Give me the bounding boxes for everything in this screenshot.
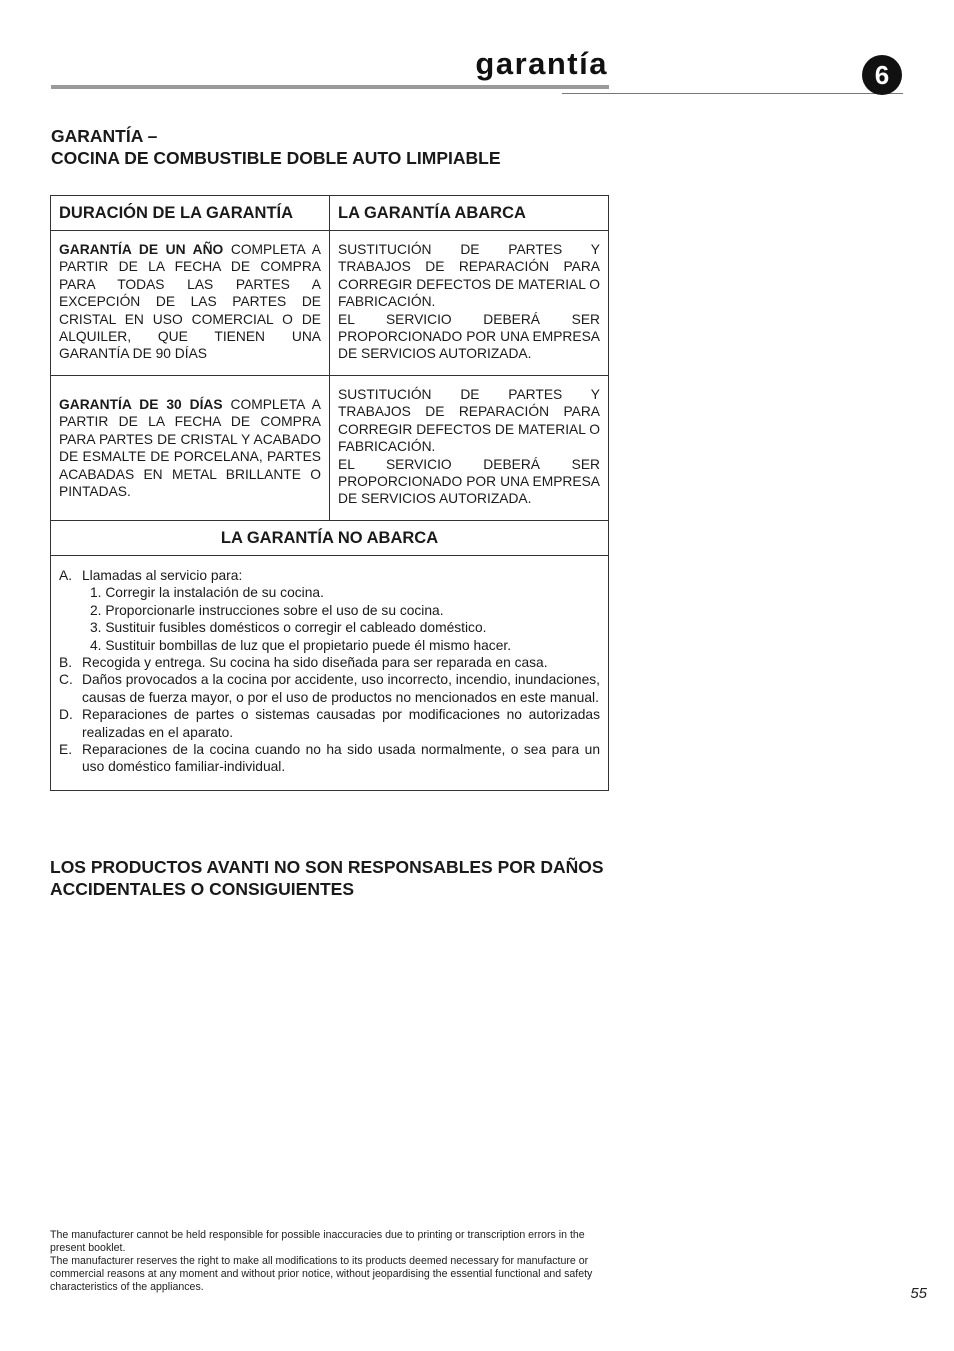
page-number: 55 [910,1285,927,1302]
footer-note [50,1229,612,1294]
section-heading [51,125,611,169]
coverage-text: SUSTITUCIÓN DE PARTES Y TRABAJOS DE REPARACIÓN PARA CORREGIR DEFECTOS DE MATERIAL O FABRICACIÓN. [338,242,600,310]
table-header-row [51,196,609,231]
coverage-text: EL SERVICIO DEBERÁ SER PROPORCIONADO POR UNA EMPRESA DE SERVICIOS AUTORIZADA. [338,456,600,507]
coverage-text: EL SERVICIO DEBERÁ SER PROPORCIONADO POR UNA EMPRESA DE SERVICIOS AUTORIZADA. [338,311,600,362]
section-heading-line1: GARANTÍA – [51,126,158,146]
list-item: C. Daños provocados a la cocina por accidente, uso incorrecto, incendio, inundaciones, causas de fuerza mayor, o por el uso de productos no mencionados en este manual. [59,672,600,705]
duration-text: COMPLETA A PARTIR DE LA FECHA DE COMPRA PARA PARTES DE CRISTAL Y ACABADO DE ESMALTE DE PORCELANA, PARTES ACABADAS EN METAL BRILLANTE O PINTADAS. [59,397,321,500]
footer-note-1: The manufacturer cannot be held responsible for possible inaccuracies due to printing or transcription errors in the present booklet. [50,1229,585,1254]
not-covered-row [51,556,609,791]
list-item: B. Recogida y entrega. Su cocina ha sido diseñada para ser reparada en casa. [59,655,548,671]
sub-list-item: 1. Corregir la instalación de su cocina. [90,585,324,601]
sub-list-item: 4. Sustituir bombillas de luz que el propietario puede él mismo hacer. [90,637,512,653]
not-covered-list [51,556,609,791]
list-item: D. Reparaciones de partes o sistemas causadas por modificaciones no autorizadas realizadas en el aparato. [59,707,600,740]
duration-bold: GARANTÍA DE 30 DÍAS [59,397,223,412]
liability-disclaimer [50,856,620,900]
page-title: garantía [475,46,608,81]
sub-list-item: 2. Proporcionarle instrucciones sobre el uso de su cocina. [90,602,444,618]
duration-text: COMPLETA A PARTIR DE LA FECHA DE COMPRA PARA TODAS LAS PARTES A EXCEPCIÓN DE LAS PARTES DE CRISTAL EN USO COMERCIAL O DE ALQUILER, QUE TIENEN UNA GARANTÍA DE 90 DÍAS [59,242,321,362]
list-item: A. Llamadas al servicio para: [59,568,243,583]
table-row [51,376,609,521]
footer-note-2: The manufacturer reserves the right to make all modifications to its products deemed necessary for manufacture or commercial reasons at any moment and without prior notice, without jeopardising the essential functional and safety characteristics of the appliances. [50,1255,593,1293]
col-header-coverage: LA GARANTÍA ABARCA [330,196,609,231]
header-rule [51,85,609,89]
coverage-cell [330,231,609,376]
disclaimer-line2: ACCIDENTALES O CONSIGUIENTES [50,879,355,899]
disclaimer-line1: LOS PRODUCTOS AVANTI NO SON RESPONSABLES POR DAÑOS [50,857,604,877]
sub-list-item: 3. Sustituir fusibles domésticos o corregir el cableado doméstico. [90,620,487,636]
duration-cell [51,376,330,521]
coverage-cell [330,376,609,521]
list-item: E. Reparaciones de la cocina cuando no ha sido usada normalmente, o sea para un uso doméstico familiar-individual. [59,742,600,775]
duration-bold: GARANTÍA DE UN AÑO [59,242,224,257]
header-rule-thin [562,93,903,94]
coverage-text: SUSTITUCIÓN DE PARTES Y TRABAJOS DE REPARACIÓN PARA CORREGIR DEFECTOS DE MATERIAL O FABRICACIÓN. [338,387,600,455]
chapter-badge: 6 [862,55,902,95]
not-covered-header-row [51,521,609,556]
col-header-duration: DURACIÓN DE LA GARANTÍA [51,196,330,231]
section-heading-line2: COCINA DE COMBUSTIBLE DOBLE AUTO LIMPIABLE [51,148,501,168]
warranty-table [50,195,609,791]
table-row [51,231,609,376]
duration-cell [51,231,330,376]
not-covered-header: LA GARANTÍA NO ABARCA [51,521,609,556]
